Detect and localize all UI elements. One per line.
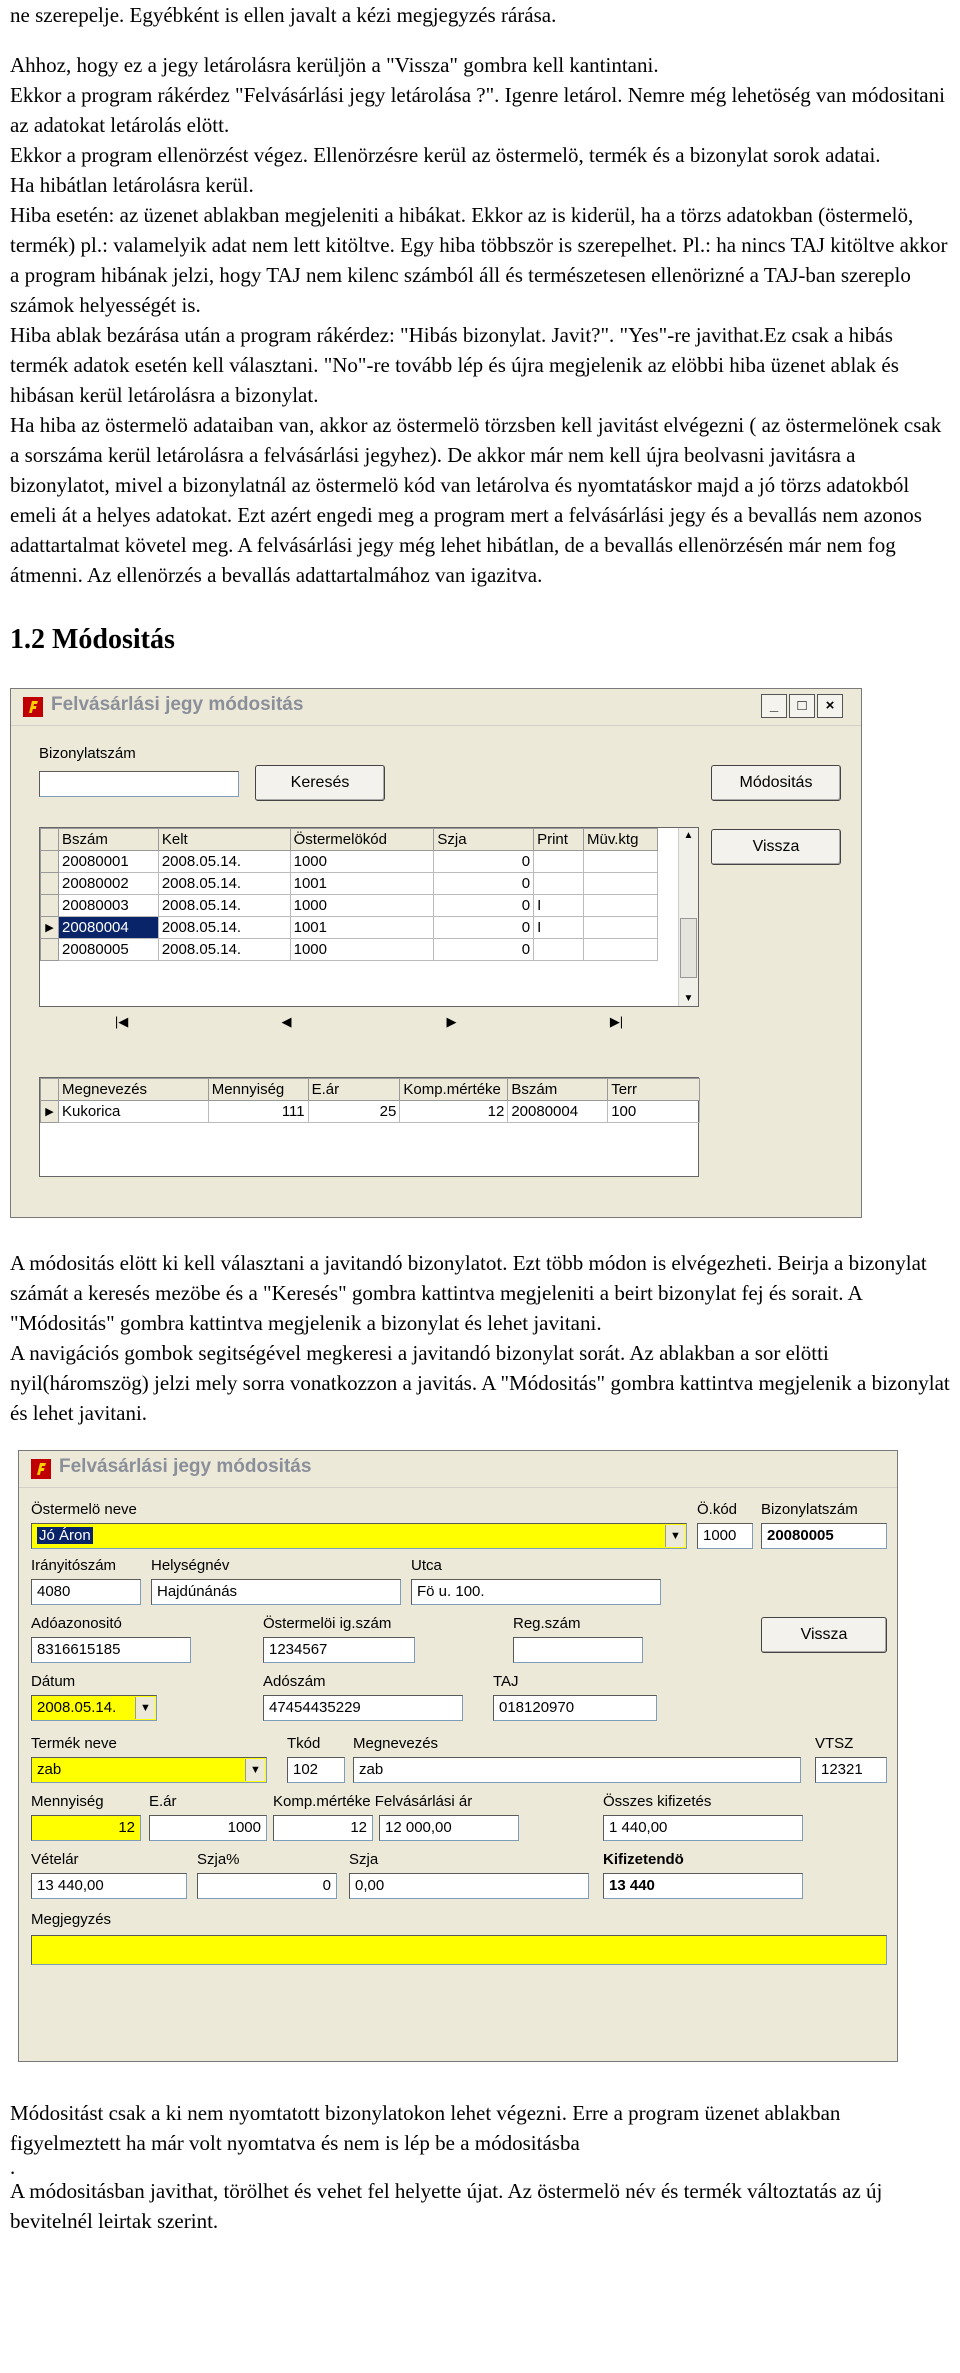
cell-szja: 0	[434, 895, 534, 917]
document-page	[10, 0, 950, 2236]
paragraph: ne szerepelje. Egyébként is ellen javalt a kézi megjegyzés rárása.	[10, 3, 557, 27]
cell-ostermelokod: 1000	[290, 939, 434, 961]
datum-combo[interactable]	[31, 1695, 157, 1721]
search-button[interactable]: Keresés	[255, 765, 385, 801]
datum-label: Dátum	[31, 1673, 76, 1690]
app-icon	[21, 695, 45, 719]
paragraph: A módositás elött ki kell választani a javitandó bizonylatot. Ezt több módon is elvégezheti. Beirja a bizonylat számát a keresés mezöbe és a "Keresés" gombra kattintva megjeleniti a beirt bizonylat fej és sorait. A "Módositás" gombra kattintva megjelenik a bizonylat és lehet javitani.	[10, 1251, 927, 1335]
column-header[interactable]: Bszám	[508, 1079, 608, 1101]
vetelar-field[interactable]: 13 440,00	[31, 1873, 187, 1899]
chevron-down-icon[interactable]: ▼	[245, 1759, 265, 1781]
cell-ear: 25	[308, 1101, 400, 1123]
adoazonosito-field[interactable]: 8316615185	[31, 1637, 191, 1663]
tkod-field[interactable]: 102	[287, 1757, 345, 1783]
tkod-label: Tkód	[287, 1735, 321, 1752]
paragraph: Ekkor a program rákérdez "Felvásárlási jegy letárolása ?". Igenre letárol. Nemre még lehetöség van módositani az adatokat letárolás elött.	[10, 83, 945, 137]
table-row[interactable]	[41, 917, 658, 939]
osszes-kifizetes-field[interactable]: 1 440,00	[603, 1815, 803, 1841]
osszes-kifizetes-label: Összes kifizetés	[603, 1793, 712, 1810]
scroll-down-arrow-icon[interactable]: ▼	[683, 993, 694, 1004]
megnevezes-label: Megnevezés	[353, 1735, 439, 1752]
section-heading: 1.2 Módositás	[10, 624, 175, 655]
ostermelo-neve-combo[interactable]	[31, 1523, 687, 1549]
cell-megnevezes: Kukorica	[58, 1101, 208, 1123]
column-header[interactable]: E.ár	[308, 1079, 400, 1101]
cell-kelt: 2008.05.14.	[158, 939, 290, 961]
cell-szja: 0	[434, 851, 534, 873]
cell-bszam: 20080002	[58, 873, 158, 895]
paragraph: Hiba ablak bezárása után a program rákérdez: "Hibás bizonylat. Javit?". "Yes"-re javithat.Ez csak a hibás termék adatok esetén kell választani. "No"-re tovább lép és újra megjelenik az elöbbi hiba üzenet ablak és hibásan kerül letárolásra a bizonylat.	[10, 323, 899, 407]
column-header[interactable]: Print	[534, 829, 584, 851]
column-header[interactable]: Mennyiség	[208, 1079, 308, 1101]
cell-ostermelokod: 1000	[290, 895, 434, 917]
paragraph: A navigációs gombok segitségével megkeresi a javitandó bizonylat sorát. Az ablakban a sor elötti nyil(háromszög) jelzi mely sorra vonatkozzon a javitás. A "Módositás" gombra kattintva megjelenik a bizonylat és lehet javitani.	[10, 1341, 950, 1425]
bizonylatszam-label: Bizonylatszám	[761, 1501, 858, 1518]
cell-muv-ktg	[584, 939, 658, 961]
okod-field[interactable]: 1000	[697, 1523, 753, 1549]
grid-corner	[41, 829, 59, 851]
cell-bszam: 20080004	[508, 1101, 608, 1123]
taj-label: TAJ	[493, 1673, 519, 1690]
vissza-button[interactable]: Vissza	[711, 829, 841, 865]
cell-mennyiseg: 111	[208, 1101, 308, 1123]
cell-kelt: 2008.05.14.	[158, 851, 290, 873]
table-row[interactable]	[41, 895, 658, 917]
felvasarlasi-ar-field[interactable]: 12 000,00	[379, 1815, 519, 1841]
komp-field[interactable]: 12	[273, 1815, 373, 1841]
app-icon	[29, 1457, 53, 1481]
okod-label: Ö.kód	[697, 1501, 738, 1518]
cell-bszam: 20080003	[58, 895, 158, 917]
column-header[interactable]: Östermelökód	[290, 829, 434, 851]
adoazonosito-label: Adóazonositó	[31, 1615, 122, 1632]
bizonylat-grid[interactable]	[39, 827, 699, 1007]
paragraph: Ahhoz, hogy ez a jegy letárolásra kerüljön a "Vissza" gombra kell kantintani.	[10, 53, 659, 77]
prior-record-button[interactable]: ◀	[281, 1014, 292, 1029]
column-header[interactable]: Komp.mértéke	[400, 1079, 508, 1101]
ostermelo-ig-field[interactable]: 1234567	[263, 1637, 415, 1663]
table-row[interactable]	[41, 851, 658, 873]
vtsz-label: VTSZ	[815, 1735, 854, 1752]
iranyitoszam-field[interactable]: 4080	[31, 1579, 141, 1605]
close-button[interactable]: ×	[817, 694, 843, 718]
cell-szja: 0	[434, 939, 534, 961]
szja-label: Szja	[349, 1851, 379, 1868]
grid-corner	[41, 1079, 59, 1101]
cell-print: I	[534, 895, 584, 917]
cell-szja: 0	[434, 873, 534, 895]
first-record-button[interactable]: |◀	[114, 1014, 129, 1029]
chevron-down-icon[interactable]: ▼	[665, 1525, 685, 1547]
row-indicator-icon	[41, 895, 59, 917]
cell-print: I	[534, 917, 584, 939]
bizonylatszam-field[interactable]: 20080005	[761, 1523, 887, 1549]
cell-bszam: 20080001	[58, 851, 158, 873]
column-header[interactable]: Müv.ktg	[584, 829, 658, 851]
cell-ostermelokod: 1000	[290, 851, 434, 873]
datum-value: 2008.05.14.	[37, 1699, 117, 1716]
row-indicator-icon	[41, 939, 59, 961]
ear-field[interactable]: 1000	[149, 1815, 267, 1841]
cell-muv-ktg	[584, 873, 658, 895]
szja-field[interactable]: 0,00	[349, 1873, 589, 1899]
ear-label: E.ár	[149, 1793, 177, 1810]
cell-terr: 100	[608, 1101, 700, 1123]
kifizetendo-label: Kifizetendö	[603, 1851, 684, 1868]
cell-ostermelokod: 1001	[290, 917, 434, 939]
paragraph: Ha hibátlan letárolásra kerül.	[10, 173, 254, 197]
vissza-button[interactable]: Vissza	[761, 1617, 887, 1653]
tetel-grid[interactable]	[39, 1077, 699, 1177]
kifizetendo-field[interactable]: 13 440	[603, 1873, 803, 1899]
column-header[interactable]: Megnevezés	[58, 1079, 208, 1101]
paragraph: Ha hiba az östermelö adataiban van, akkor az östermelö törzsben kell javitást elvégezni ( az östermelönek csak a sorszáma kerül letárolásra a felvásárlási jegyhez). De akkor már nem kell újra beolvasni javitásra a bizonylatot, mivel a bizonylatnál az östermelö kód van letárolva és nyomtatáskor majd a jó törzs adatokból emeli át a helyes adatokat. Ezt azért engedi meg a program mert a felvásárlási jegy és a bevallás nem azonos adattartalmat követel meg. A felvásárlási jegy még lehet hibátlan, de a bevallás ellenörzésén már nem fog átmenni. Az ellenörzés a bevallás adattartalmához van igazitva.	[10, 413, 942, 587]
termek-neve-combo[interactable]	[31, 1757, 267, 1783]
last-record-button[interactable]: ▶|	[609, 1014, 624, 1029]
helysegnev-field[interactable]: Hajdúnánás	[151, 1579, 401, 1605]
maximize-button[interactable]: □	[789, 694, 815, 718]
termek-neve-label: Termék neve	[31, 1735, 117, 1752]
modification-dialog-edit	[18, 1450, 898, 2062]
blank-line	[10, 30, 950, 50]
modification-dialog-search	[10, 688, 862, 1218]
row-indicator-icon: ▶	[41, 1101, 59, 1123]
adoszam-field[interactable]: 47454435229	[263, 1695, 463, 1721]
grid-header-row	[41, 1079, 700, 1101]
paragraph: A módositásban javithat, törölhet és vehet fel helyette újat. Az östermelö név és termék változtatás az új bevitelnél leirtak szerint.	[10, 2179, 883, 2233]
column-header[interactable]: Szja	[434, 829, 534, 851]
taj-field[interactable]: 018120970	[493, 1695, 657, 1721]
paragraph: .	[10, 2155, 16, 2179]
window-title: Felvásárlási jegy módositás	[51, 694, 304, 715]
window-title: Felvásárlási jegy módositás	[59, 1456, 312, 1477]
cell-bszam: 20080004	[58, 917, 158, 939]
paragraph: Ekkor a program ellenörzést végez. Ellenörzésre kerül az östermelö, termék és a bizonylat sorok adatai.	[10, 143, 881, 167]
table-row[interactable]	[41, 939, 658, 961]
ostermelo-neve-value: Jó Áron	[39, 1527, 91, 1544]
minimize-button[interactable]: _	[761, 694, 787, 718]
paragraph: Módositást csak a ki nem nyomtatott bizonylatokon lehet végezni. Erre a program üzenet ablakban figyelmeztett ha már volt nyomtatva és nem is lép be a módositásba	[10, 2101, 841, 2155]
cell-kelt: 2008.05.14.	[158, 873, 290, 895]
grid-header-row	[41, 829, 658, 851]
cell-print	[534, 873, 584, 895]
mennyiseg-label: Mennyiség	[31, 1793, 104, 1810]
megjegyzes-label: Megjegyzés	[31, 1911, 112, 1928]
scroll-thumb[interactable]	[680, 918, 697, 978]
paragraph: Hiba esetén: az üzenet ablakban megjeleniti a hibákat. Ekkor az is kiderül, ha a törzs adatokban (östermelö, termék) pl.: valamelyik adat nem lett kitöltve. Egy hiba többször is szerepelhet. Pl.: ha nincs TAJ kitöltve akkor a program hibának jelzi, hogy TAJ nem kilenc számból áll és természetesen ellenörizné a TAJ-ban szereplo számok helyességét is.	[10, 203, 948, 317]
cell-bszam: 20080005	[58, 939, 158, 961]
ostermelo-ig-label: Östermelöi ig.szám	[263, 1615, 392, 1632]
row-indicator-icon: ▶	[41, 917, 59, 939]
column-header[interactable]: Kelt	[158, 829, 290, 851]
row-indicator-icon	[41, 851, 59, 873]
megnevezes-field[interactable]: zab	[353, 1757, 801, 1783]
termek-neve-value: zab	[37, 1761, 62, 1778]
adoszam-label: Adószám	[263, 1673, 326, 1690]
bizonylatszam-search-input[interactable]	[39, 771, 239, 797]
cell-muv-ktg	[584, 895, 658, 917]
cell-muv-ktg	[584, 917, 658, 939]
iranyitoszam-label: Irányitószám	[31, 1557, 117, 1574]
vetelar-label: Vételár	[31, 1851, 79, 1868]
mennyiseg-field[interactable]: 12	[31, 1815, 141, 1841]
cell-muv-ktg	[584, 851, 658, 873]
column-header[interactable]: Terr	[608, 1079, 700, 1101]
title-bar	[11, 689, 861, 726]
cell-kelt: 2008.05.14.	[158, 895, 290, 917]
modositas-button[interactable]: Módositás	[711, 765, 841, 801]
reg-szam-label: Reg.szám	[513, 1615, 581, 1632]
table-row[interactable]	[41, 1101, 700, 1123]
utca-field[interactable]: Fö u. 100.	[411, 1579, 661, 1605]
column-header[interactable]: Bszám	[58, 829, 158, 851]
reg-szam-field[interactable]	[513, 1637, 643, 1663]
cell-szja: 0	[434, 917, 534, 939]
vertical-scrollbar[interactable]	[678, 828, 698, 1006]
table-row[interactable]	[41, 873, 658, 895]
navigator-bar	[39, 1009, 699, 1035]
szja-pct-field[interactable]: 0	[197, 1873, 337, 1899]
utca-label: Utca	[411, 1557, 442, 1574]
megjegyzes-field[interactable]	[31, 1935, 887, 1965]
bizonylatszam-label: Bizonylatszám	[39, 745, 136, 762]
scroll-up-arrow-icon[interactable]: ▲	[683, 830, 694, 841]
next-record-button[interactable]: ▶	[446, 1014, 457, 1029]
chevron-down-icon[interactable]: ▼	[135, 1697, 155, 1719]
cell-print	[534, 939, 584, 961]
row-indicator-icon	[41, 873, 59, 895]
cell-komp: 12	[400, 1101, 508, 1123]
vtsz-field[interactable]: 12321	[815, 1757, 887, 1783]
cell-print	[534, 851, 584, 873]
komp-felvasarlasi-label: Komp.mértéke Felvásárlási ár	[273, 1793, 473, 1810]
ostermelo-neve-label: Östermelö neve	[31, 1501, 137, 1518]
title-bar	[19, 1451, 897, 1488]
szja-pct-label: Szja%	[197, 1851, 240, 1868]
helysegnev-label: Helységnév	[151, 1557, 230, 1574]
cell-ostermelokod: 1001	[290, 873, 434, 895]
cell-kelt: 2008.05.14.	[158, 917, 290, 939]
